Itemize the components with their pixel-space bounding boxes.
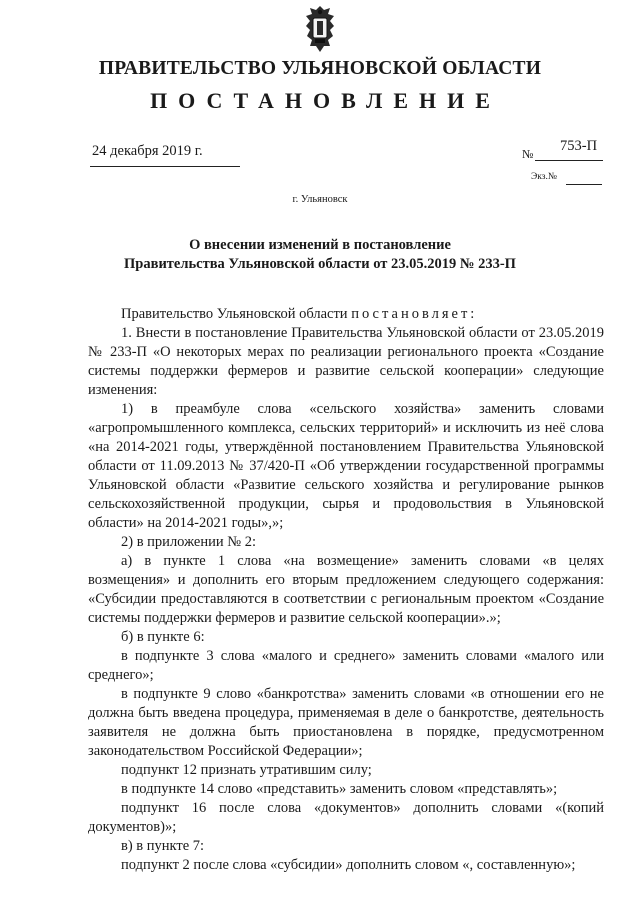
- paragraph: в подпункте 3 слова «малого и среднего» заменить словами «малого или среднего»;: [88, 648, 604, 683]
- paragraph: подпункт 12 признать утратившим силу;: [121, 762, 372, 778]
- paragraph: в) в пункте 7:: [121, 838, 205, 854]
- paragraph: подпункт 16 после слова «документов» дополнить словами «(копий документов)»;: [88, 800, 604, 835]
- paragraph: 1. Внести в постановление Правительства Ульяновской области от 23.05.2019 № 233-П «О некоторых мерах по реализации регионального проекта «Создание системы поддержки фермеров и развитие сельской кооперации» следующие изменения:: [88, 325, 604, 398]
- preamble-verb: постановляет:: [351, 306, 478, 322]
- paragraph: в подпункте 9 слово «банкротства» заменить словами «в отношении его не должна быть введена процедура, применяемая в деле о банкротстве, деятельность заявителя не должна быть приостановлена в порядке, предусмотренном законодательством Российской Федерации»;: [88, 686, 604, 759]
- copy-number-underline: [566, 184, 602, 185]
- copy-number-label: Экз.№: [531, 172, 557, 182]
- document-date: 24 декабря 2019 г.: [92, 143, 203, 159]
- government-title: ПРАВИТЕЛЬСТВО УЛЬЯНОВСКОЙ ОБЛАСТИ: [98, 58, 542, 79]
- preamble-start: Правительство Ульяновской области: [121, 306, 352, 322]
- paragraph: а) в пункте 1 слова «на возмещение» заменить словами «в целях возмещения» и дополнить его вторым предложением следующего содержания: «Субсидии предоставляются в соответствии с региональным проектом «Создание системы поддержки фермеров и развитие сельской кооперации».»;: [88, 553, 604, 626]
- paragraph: в подпункте 14 слово «представить» заменить словом «представлять»;: [121, 781, 558, 797]
- document-body: [88, 305, 604, 875]
- document-subject: [60, 236, 580, 274]
- paragraph: подпункт 2 после слова «субсидии» дополнить словом «, составленную»;: [121, 857, 576, 873]
- paragraph: 1) в преамбуле слова «сельского хозяйства» заменить словами «агропромышленного комплекса, сельских территорий» и исключить из неё слова «на 2014-2021 годы, утверждённой постановлением Правительства Ульяновской области от 11.09.2013 № 37/420-П «Об утверждении государственной программы Ульяновской области «Развитие сельского хозяйства и регулирование рынков сельскохозяйственной продукции, сырья и продовольствия в Ульяновской области» на 2014-2021 годы»,»;: [88, 401, 604, 531]
- document-number: 753-П: [560, 138, 598, 154]
- preamble: [88, 305, 604, 324]
- paragraph: б) в пункте 6:: [121, 629, 205, 645]
- city: г. Ульяновск: [292, 194, 348, 205]
- document-type: ПОСТАНОВЛЕНИЕ: [150, 88, 501, 113]
- subject-line-2: Правительства Ульяновской области от 23.05.2019 № 233-П: [124, 256, 516, 272]
- subject-line-1: О внесении изменений в постановление: [189, 237, 451, 253]
- date-underline: [90, 166, 240, 167]
- number-underline: [535, 160, 603, 161]
- paragraph: 2) в приложении № 2:: [121, 534, 256, 550]
- number-label: №: [522, 147, 534, 161]
- coat-of-arms-emblem: [300, 4, 340, 56]
